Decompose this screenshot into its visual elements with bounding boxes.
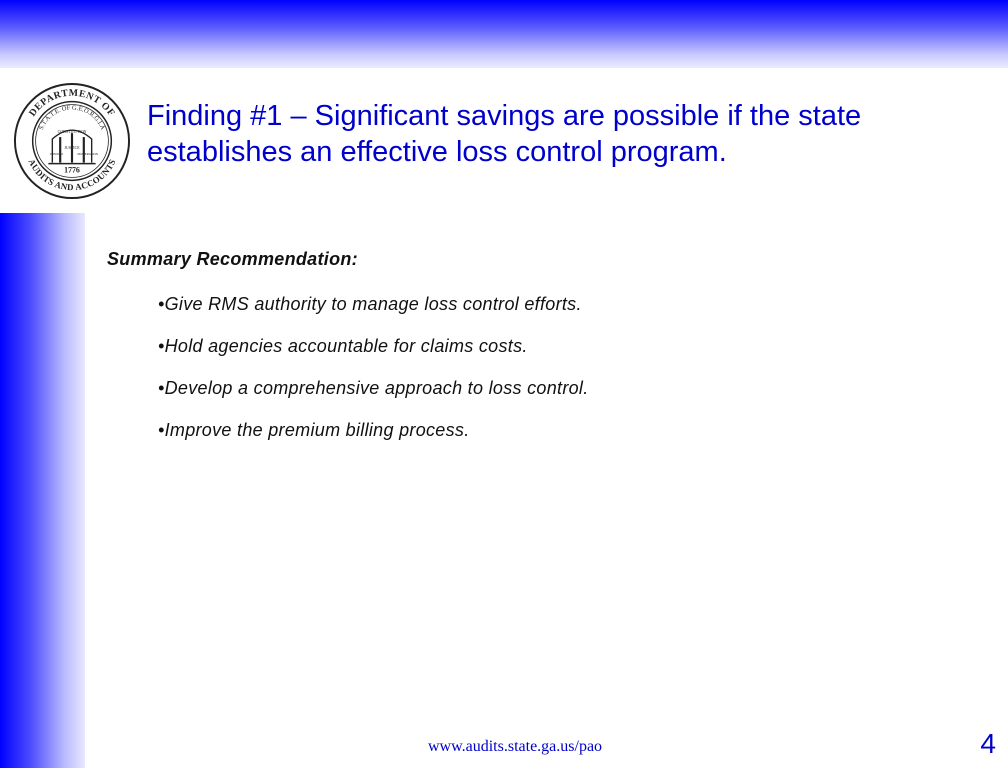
svg-text:S.T.A.T.E. OF G.E.O.R.G.I.A: S.T.A.T.E. OF G.E.O.R.G.I.A <box>37 104 107 131</box>
page-number: 4 <box>980 728 996 759</box>
footer-url: www.audits.state.ga.us/pao <box>428 738 603 755</box>
list-item: •Improve the premium billing process. <box>158 420 470 440</box>
svg-text:AUDITS AND ACCOUNTS: AUDITS AND ACCOUNTS <box>26 157 118 193</box>
top-gradient-band <box>0 0 1008 68</box>
list-item: •Develop a comprehensive approach to loss control. <box>158 378 589 398</box>
svg-text:MODERATION: MODERATION <box>77 151 99 156</box>
list-item: •Hold agencies accountable for claims costs. <box>158 336 528 356</box>
recommendation-list <box>158 291 589 459</box>
summary-heading: Summary Recommendation: <box>107 249 358 269</box>
slide-title: Finding #1 – Significant savings are possible if the state establishes an effective loss control program. <box>147 100 862 168</box>
svg-text:WISDOM: WISDOM <box>49 151 63 156</box>
svg-text:1776: 1776 <box>64 165 80 175</box>
svg-text:DEPARTMENT OF: DEPARTMENT OF <box>27 87 117 119</box>
svg-text:JUSTICE: JUSTICE <box>64 144 80 150</box>
georgia-audits-seal-logo <box>13 82 131 200</box>
list-item: •Give RMS authority to manage loss control efforts. <box>158 294 582 314</box>
svg-text:CONSTITUTION: CONSTITUTION <box>57 129 87 135</box>
left-gradient-band <box>0 213 85 768</box>
